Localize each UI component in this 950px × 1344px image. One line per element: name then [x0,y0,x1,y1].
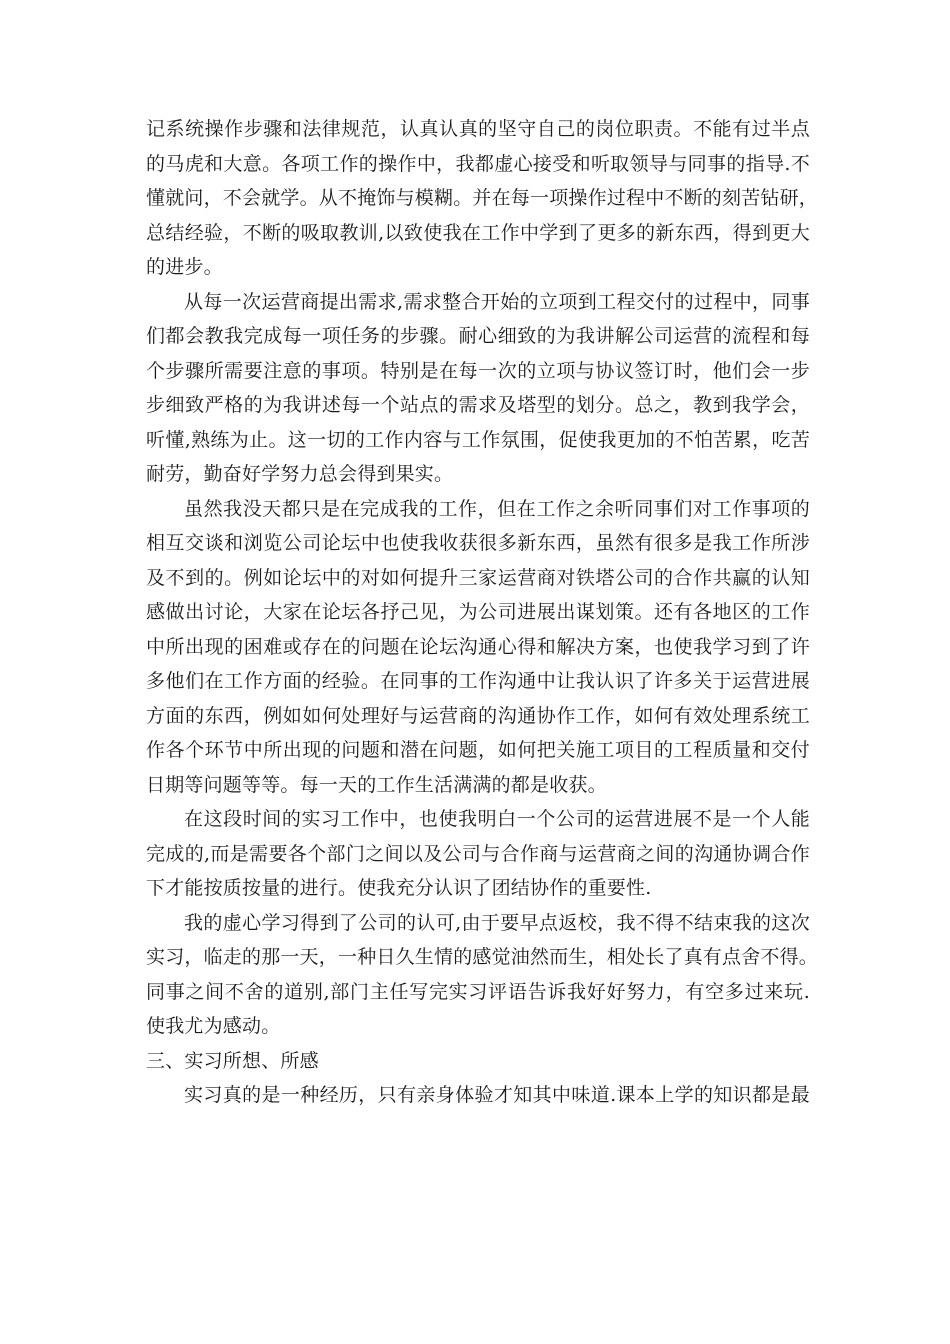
document-body [146,112,819,1113]
paragraph-line: 感做出讨论，大家在论坛各抒己见，为公司进展出谋划策。还有各地区的工作 [146,601,810,623]
paragraph-line: 下才能按质按量的进行。使我充分认识了团结协作的重要性. [146,877,652,899]
paragraph-line: 个步骤所需要注意的事项。特别是在每一次的立项与协议签订时，他们会一步 [146,359,810,382]
paragraph-line: 中所出现的困难或存在的问题在论坛沟通心得和解决方案，也使我学习到了许 [146,635,810,658]
paragraph-1 [146,112,819,285]
paragraph-2 [146,285,810,492]
paragraph-3 [146,492,810,803]
paragraph-line: 从每一次运营商提出需求,需求整合开始的立项到工程交付的过程中，同事 [184,290,810,313]
paragraph-line: 听懂,熟练为止。这一切的工作内容与工作氛围，促使我更加的不怕苦累，吃苦 [146,428,810,451]
paragraph-line: 日期等问题等等。每一天的工作生活满满的都是收获。 [146,773,607,796]
paragraph-line: 在这段时间的实习工作中，也使我明白一个公司的运营进展不是一个人能 [184,808,810,830]
section-heading: 三、实习所想、所感 [146,1049,319,1072]
paragraph-5 [146,906,819,1044]
paragraph-line: 步细致严格的为我讲述每一个站点的需求及塔型的划分。总之，教到我学会， [146,394,810,416]
paragraph-line: 耐劳，勤奋好学努力总会得到果实。 [146,463,454,485]
paragraph-line: 懂就问，不会就学。从不掩饰与模糊。并在每一项操作过程中不断的刻苦钻研， [146,187,819,209]
paragraph-line: 我的虚心学习得到了公司的认可,由于要早点返校，我不得不结束我的这次 [184,911,810,934]
paragraph-line: 相互交谈和浏览公司论坛中也使我收获很多新东西，虽然有很多是我工作所涉 [146,532,810,554]
paragraph-line: 实习真的是一种经历，只有亲身体验才知其中味道.课本上学的知识都是最 [184,1084,810,1106]
paragraph-line: 多他们在工作方面的经验。在同事的工作沟通中让我认识了许多关于运营进展 [146,670,810,692]
paragraph-line: 的进步。 [146,256,223,278]
paragraph-line: 们都会教我完成每一项任务的步骤。耐心细致的为我讲解公司运营的流程和每 [146,325,810,347]
paragraph-line: 实习，临走的那一天，一种日久生情的感觉油然而生，相处长了真有点舍不得。 [146,946,819,968]
paragraph-line: 的马虎和大意。各项工作的操作中，我都虚心接受和听取领导与同事的指导.不 [146,152,810,175]
paragraph-line: 总结经验，不断的吸取教训,以致使我在工作中学到了更多的新东西，得到更大 [146,221,810,244]
paragraph-line: 虽然我没天都只是在完成我的工作，但在工作之余听同事们对工作事项的 [184,497,810,520]
paragraph-4 [146,802,810,906]
paragraph-line: 使我尤为感动。 [146,1015,281,1037]
paragraph-line: 方面的东西，例如如何处理好与运营商的沟通协作工作，如何有效处理系统工 [146,704,810,727]
paragraph-line: 完成的,而是需要各个部门之间以及公司与合作商与运营商之间的沟通协调合作 [146,842,810,865]
paragraph-line: 作各个环节中所出现的问题和潜在问题，如何把关施工项目的工程质量和交付 [146,739,810,761]
paragraph-line: 记系统操作步骤和法律规范，认真认真的坚守自己的岗位职责。不能有过半点 [146,118,810,140]
closing-paragraph [146,1078,810,1113]
paragraph-line: 及不到的。例如论坛中的对如何提升三家运营商对铁塔公司的合作共赢的认知 [146,566,810,589]
paragraph-line: 同事之间不舍的道别,部门主任写完实习评语告诉我好好努力，有空多过来玩. [146,980,810,1003]
